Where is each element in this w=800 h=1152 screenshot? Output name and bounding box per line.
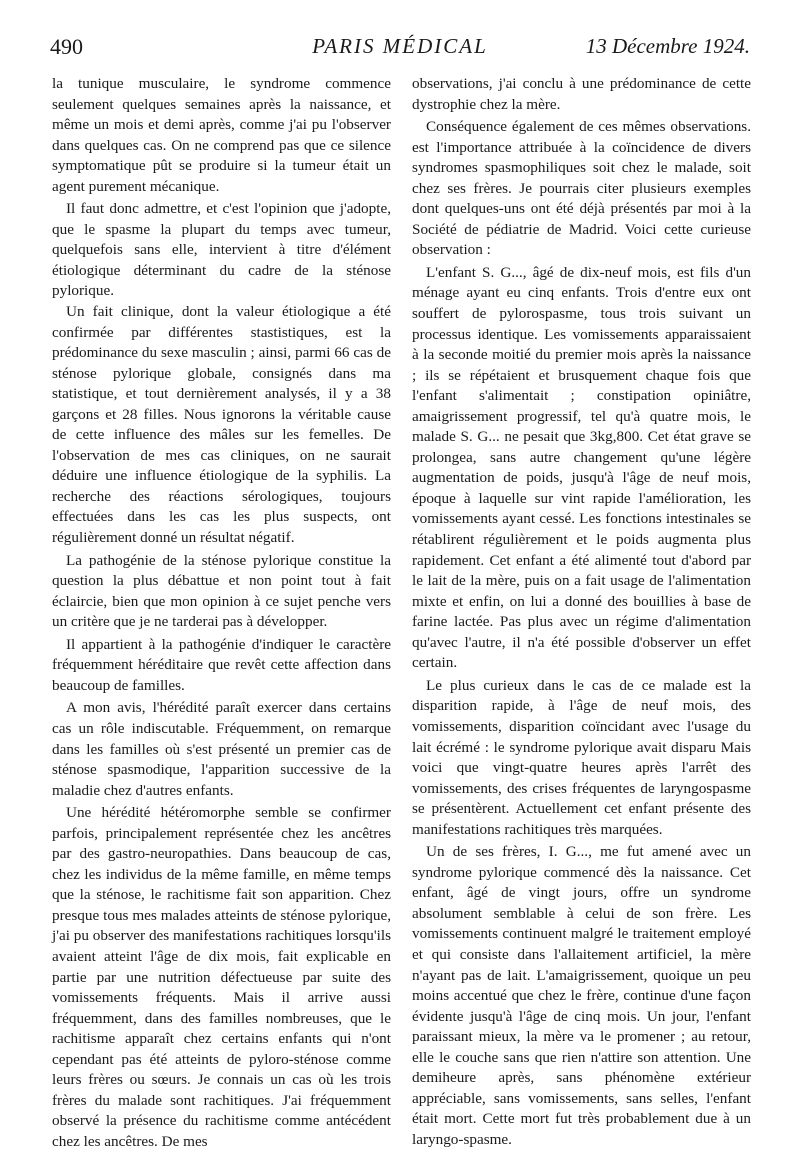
paragraph: Une hérédité hétéromorphe semble se confirmer parfois, principalement représentée chez les ancêtres par des gastro-neuropathies. Dans beaucoup de cas, chez les individus de la même famille, en même temps que la sténose, le rachitisme fait son apparition. Chez presque tous mes malades atteints de sténose pylorique, j'ai pu observer des manifestations rachitiques lorsqu'ils avaient atteint l'âge de dix mois, fait explicable en partie par une nutrition défectueuse par suite des vomissements fréquents. Mais il arrive aussi fréquemment, dans des familles nombreuses, que le rachitisme apparaît chez certains enfants qui n'ont cependant pas été atteints de pyloro-sténose comme leurs frères ou sœurs. Je connais un cas où les trois frères du malade sont rachitiques. J'ai fréquemment observé la présence du rachitisme comme antécédent chez les ancêtres. De mes	[52, 804, 391, 1150]
right-column	[412, 74, 751, 1150]
running-head	[50, 34, 750, 64]
paragraph: Le plus curieux dans le cas de ce malade est la disparition rapide, à l'âge de neuf mois, des vomissements, disparition coïncidant avec l'usage du lait écrémé : le syndrome pylorique avait disparu Mais voici que vingt-quatre heures après l'arrêt des vomissements, des crises fréquentes de laryngospasme se présentèrent. Actuellement cet enfant présente des manifestations rachitiques très marquées.	[412, 676, 751, 838]
paragraph: la tunique musculaire, le syndrome commence seulement quelques semaines après la naissance, et même un mois et demi après, comme j'ai pu l'observer dans quelques cas. On ne comprend pas que ce silence symptomatique pût se produire si la tumeur était un agent purement mécanique.	[52, 75, 391, 195]
paragraph: La pathogénie de la sténose pylorique constitue la question la plus débattue et non point tout à fait éclaircie, bien que mon opinion à ce sujet penche vers un critère que je ne tarderai pas à développer.	[52, 551, 391, 631]
paragraph: Il appartient à la pathogénie d'indiquer le caractère fréquemment héréditaire que revêt cette affection dans beaucoup de familles.	[52, 635, 391, 694]
paragraph: Conséquence également de ces mêmes observations. est l'importance attribuée à la coïncidence de divers syndromes spasmophiliques soit chez le malade, soit chez ses frères. Je pourrais citer plusieurs exemples dont quelques-uns ont été déjà présentés par moi à la Société de pédiatrie de Madrid. Voici cette curieuse observation :	[412, 118, 751, 259]
journal-title: PARIS MÉDICAL	[312, 34, 488, 58]
left-column	[52, 74, 391, 1152]
paragraph: L'enfant S. G..., âgé de dix-neuf mois, est fils d'un ménage ayant eu cinq enfants. Trois d'entre eux ont souffert de pylorospasme, tous trois suivant un processus identique. Les vomissements apparaissaient à la seconde moitié du premier mois après la naissance ; ils se répétaient et brusquement chaque fois que l'enfant s'alimentait ; constipation opiniâtre, amaigrissement progressif, tel qu'à quatre mois, le malade S. G... ne pesait que 3kg,800. Cet état grave se prolongea, sans autre changement qu'une légère augmentation de poids, jusqu'à l'âge de neuf mois, époque à laquelle sur vint rapide l'amélioration, les vomissements ayant cessé. Les fonctions intestinales se rétablirent régulièrement et le poids augmenta plus rapidement. Cet enfant a été alimenté tout d'abord par le lait de la mère, puis on a fait usage de l'alimentation mixte et enfin, on lui a donné des bouillies à base de farine lactée. Pas plus avec un régime d'alimentation qu'avec l'autre, il n'a été possible d'observer un effet certain.	[412, 263, 751, 672]
paragraph: Un de ses frères, I. G..., me fut amené avec un syndrome pylorique commencé dès la naissance. Cet enfant, âgé de vingt jours, offre un syndrome absolument semblable à celui de son frère. Les vomissements continuent malgré le traitement employé et qui consiste dans l'allaitement artificiel, la mère n'ayant pas de lait. L'amaigrissement, quoique un peu moins accentué que chez le frère, continue d'une façon évidente jusqu'à l'âge de cinq mois. Un jour, l'enfant paraissant mieux, la mère va le promener ; au retour, elle le couche sans que rien n'attire son attention. Une demiheure après, sans phénomène extérieur appréciable, sans vomissements, sans selles, l'enfant était mort. Cette mort fut très probablement due à un laryngo-spasme.	[412, 843, 751, 1148]
paragraph: Un fait clinique, dont la valeur étiologique a été confirmée par différentes stastistiques, est la prédominance du sexe masculin ; ainsi, parmi 66 cas de sténose pylorique globale, consignés dans ma statistique, et tout dernièrement analysés, il y a 38 garçons et 28 filles. Nous ignorons la véritable cause de cette influence des mâles sur les femelles. De l'observation de mes cas cliniques, on ne saurait déduire une influence étiologique de la syphilis. La recherche des réactions sérologiques, toujours effectuées dans les cas les plus suspects, ont régulièrement donné un résultat négatif.	[52, 303, 391, 547]
paragraph: observations, j'ai conclu à une prédominance de cette dystrophie chez la mère.	[412, 75, 751, 113]
page-number: 490	[50, 34, 83, 59]
paragraph: Il faut donc admettre, et c'est l'opinion que j'adopte, que le spasme la plupart du temps avec tumeur, quelquefois sans elle, intervient à titre d'élément étiologique déterminant du cadre de la sténose pylorique.	[52, 200, 391, 300]
issue-date: 13 Décembre 1924.	[585, 34, 750, 58]
paragraph: A mon avis, l'hérédité paraît exercer dans certains cas un rôle indiscutable. Fréquemment, on remarque dans les familles où s'est présenté un premier cas de sténose spasmodique, l'apparition successive de la maladie chez d'autres enfants.	[52, 699, 391, 799]
